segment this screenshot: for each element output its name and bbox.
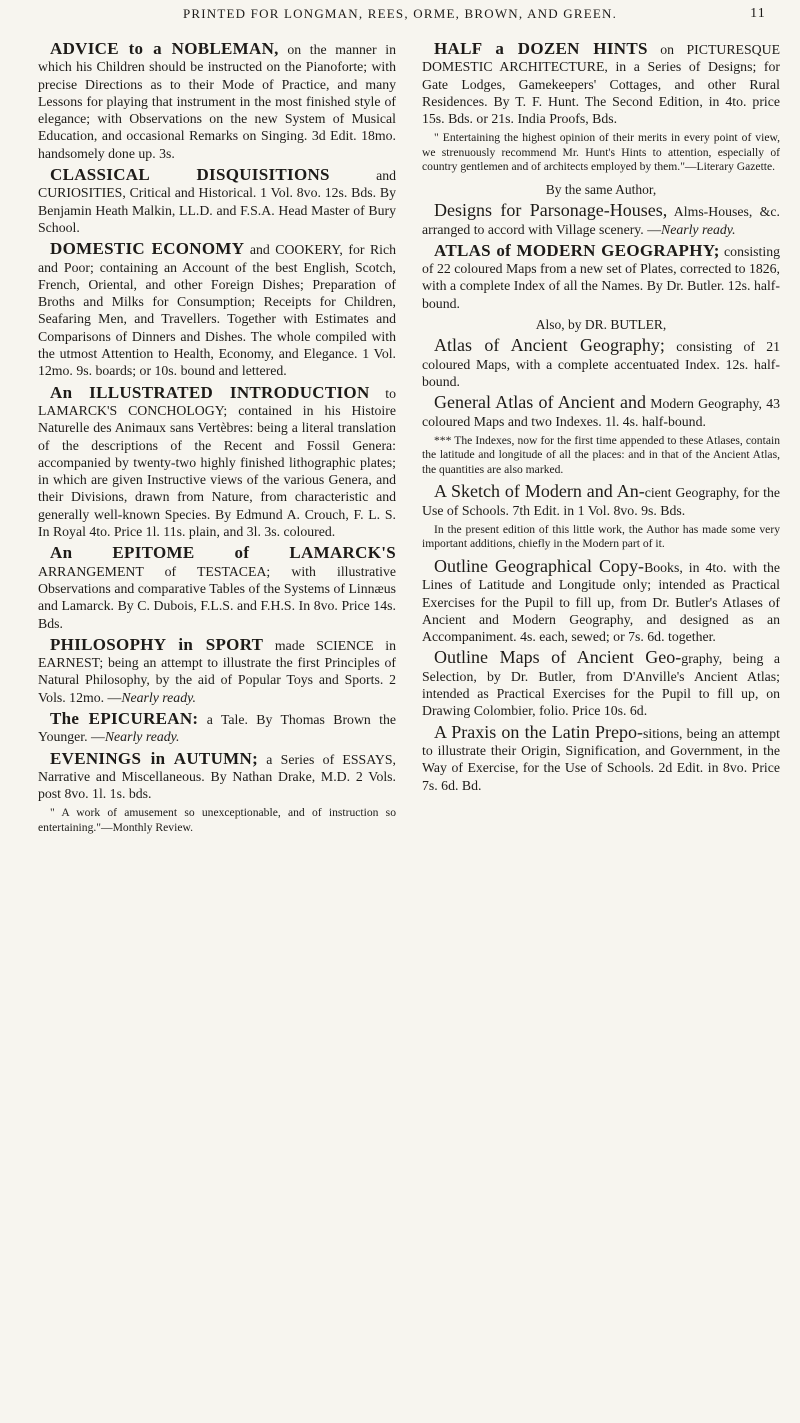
entry-general-atlas: General Atlas of Ancient and Modern Geography, 43 coloured Maps and two Indexes. 1l. 4s. half-bound.	[422, 392, 780, 429]
entry-half-dozen-hints: HALF a DOZEN HINTS on PICTURESQUE DOMESTIC ARCHITECTURE, in a Series of Designs; for Gate Lodges, Gamekeepers' Cottages, and other Rural Residences. By T. F. Hunt. The Second Edition, in 4to. price 15s. Bds. or 21s. India Proofs, Bds.	[422, 40, 780, 127]
hints-review-quote: " Entertaining the highest opinion of their merits in every point of view, we strenuously recommend Mr. Hunt's Hints to attention, especially of country gentlemen and of architects employed by them."—Literary Gazette.	[422, 131, 780, 174]
entry-evenings-autumn: EVENINGS in AUTUMN; a Series of ESSAYS, Narrative and Miscellaneous. By Nathan Drake, M.D. 2 Vols. post 8vo. 1l. 1s. bds.	[38, 748, 396, 802]
entry-outline-copy-books: Outline Geographical Copy-Books, in 4to. with the Lines of Latitude and Longitude only; intended as Practical Exercises for the Pupil to fill up, from Dr. Butler's Atlases of Ancient and Modern Geography, and designed as an Accompaniment. 4s. each, sewed; or 7s. 6d. together.	[422, 555, 780, 645]
page-header	[0, 6, 800, 28]
entry-atlas-ancient: Atlas of Ancient Geography; consisting of 21 coloured Maps, with a complete accentuated Index. 12s. half-bound.	[422, 335, 780, 389]
left-column	[38, 40, 396, 1410]
entry-parsonage-designs: Designs for Parsonage-Houses, Alms-Houses, &c. arranged to accord with Village scenery. —Nearly ready.	[422, 200, 780, 237]
entry-domestic-economy: DOMESTIC ECONOMY and COOKERY, for Rich and Poor; containing an Account of the best English, Scotch, French, Oriental, and other Foreign Dishes; Preparation of Broths and Milks for Consumption; Receipts for Children, Seafaring Men, and Travellers. Together with Estimates and Comparisons of Dinners and Dishes. The whole compiled with the utmost Attention to Health, Economy, and Elegance. 1 Vol. 12mo. 9s. boards; or 10s. bound and lettered.	[38, 239, 396, 379]
entry-advice: ADVICE to a NOBLEMAN, on the manner in which his Children should be instructed on the Pianoforte; with precise Directions as to their Mode of Practice, and many Lessons for playing that instrument in the most finished style of elegance; with Observations on the new System of Musical Education, and occasional Remarks on Singing. 3d Edit. 18mo. handsomely done up. 3s.	[38, 40, 396, 161]
entry-outline-maps: Outline Maps of Ancient Geo-graphy, being a Selection, by Dr. Butler, from D'Anville's Ancient Atlas; intended as Practical Exercises for the Pupil to fill up, on Drawing Colombier, folio. Price 10s. 6d.	[422, 647, 780, 719]
entry-epicurean: The EPICUREAN: a Tale. By Thomas Brown the Younger. —Nearly ready.	[38, 708, 396, 745]
same-author-line: By the same Author,	[545, 181, 657, 197]
indexes-note: *** The Indexes, now for the first time appended to these Atlases, contain the latitude and longitude of all the places: and in that of the Ancient Atlas, the quantities are also marked.	[422, 433, 780, 476]
entry-sketch-geography: A Sketch of Modern and An-cient Geography, for the Use of Schools. 7th Edit. in 1 Vol. 8vo. 9s. Bds.	[422, 481, 780, 518]
entry-classical: CLASSICAL DISQUISITIONS and CURIOSITIES, Critical and Historical. 1 Vol. 8vo. 12s. Bds. By Benjamin Heath Malkin, LL.D. and F.S.A. Head Master of Bury School.	[38, 165, 396, 235]
entry-atlas-modern: ATLAS of MODERN GEOGRAPHY; consisting of 22 coloured Maps from a new set of Plates, corrected to 1826, with a complete Index of all the Names. By Dr. Butler. 12s. half-bound.	[422, 240, 780, 311]
entry-latin-praxis: A Praxis on the Latin Prepo-sitions, being an attempt to illustrate their Origin, Signification, and Government, in the Way of Exercise, for the Use of Schools. 2d Edit. in 8vo. Price 7s. 6d. Bd.	[422, 721, 780, 793]
sketch-note: In the present edition of this little work, the Author has made some very important additions, chiefly in the Modern part of it.	[422, 522, 780, 551]
running-title: PRINTED FOR LONGMAN, REES, ORME, BROWN, AND GREEN.	[182, 6, 618, 21]
page-number: 11	[750, 6, 766, 21]
also-butler-line: Also, by DR. BUTLER,	[535, 317, 667, 333]
entry-lamarck-conchology: An ILLUSTRATED INTRODUCTION to LAMARCK'S CONCHOLOGY; contained in his Histoire Naturelle des Animaux sans Vertèbres: being a literal translation of the descriptions of the Recent and Fossil Genera: accompanied by twenty-two highly finished lithographic plates; in which are given Instructive views of the various Genera, and their Divisions, drawn from Nature, from characteristic and generally well-known Species. By Edmund A. Crouch, F. L. S. In Royal 4to. Price 1l. 11s. plain, and 3l. 3s. coloured.	[38, 382, 396, 540]
entry-philosophy-sport: PHILOSOPHY in SPORT made SCIENCE in EARNEST; being an attempt to illustrate the first Principles of Natural Philosophy, by the aid of Popular Toys and Sports. 2 Vols. 12mo. —Nearly ready.	[38, 634, 396, 705]
entry-lamarck-epitome: An EPITOME of LAMARCK'S ARRANGEMENT of TESTACEA; with illustrative Observations and comparative Tables of the Systems of Linnæus and Lamarck. By C. Dubois, F.L.S. and F.H.S. In 8vo. Price 14s. Bds.	[38, 543, 396, 631]
right-column	[422, 40, 780, 1410]
review-quote: " A work of amusement so unexceptionable, and of instruction so entertaining."—Monthly Review.	[38, 806, 396, 834]
